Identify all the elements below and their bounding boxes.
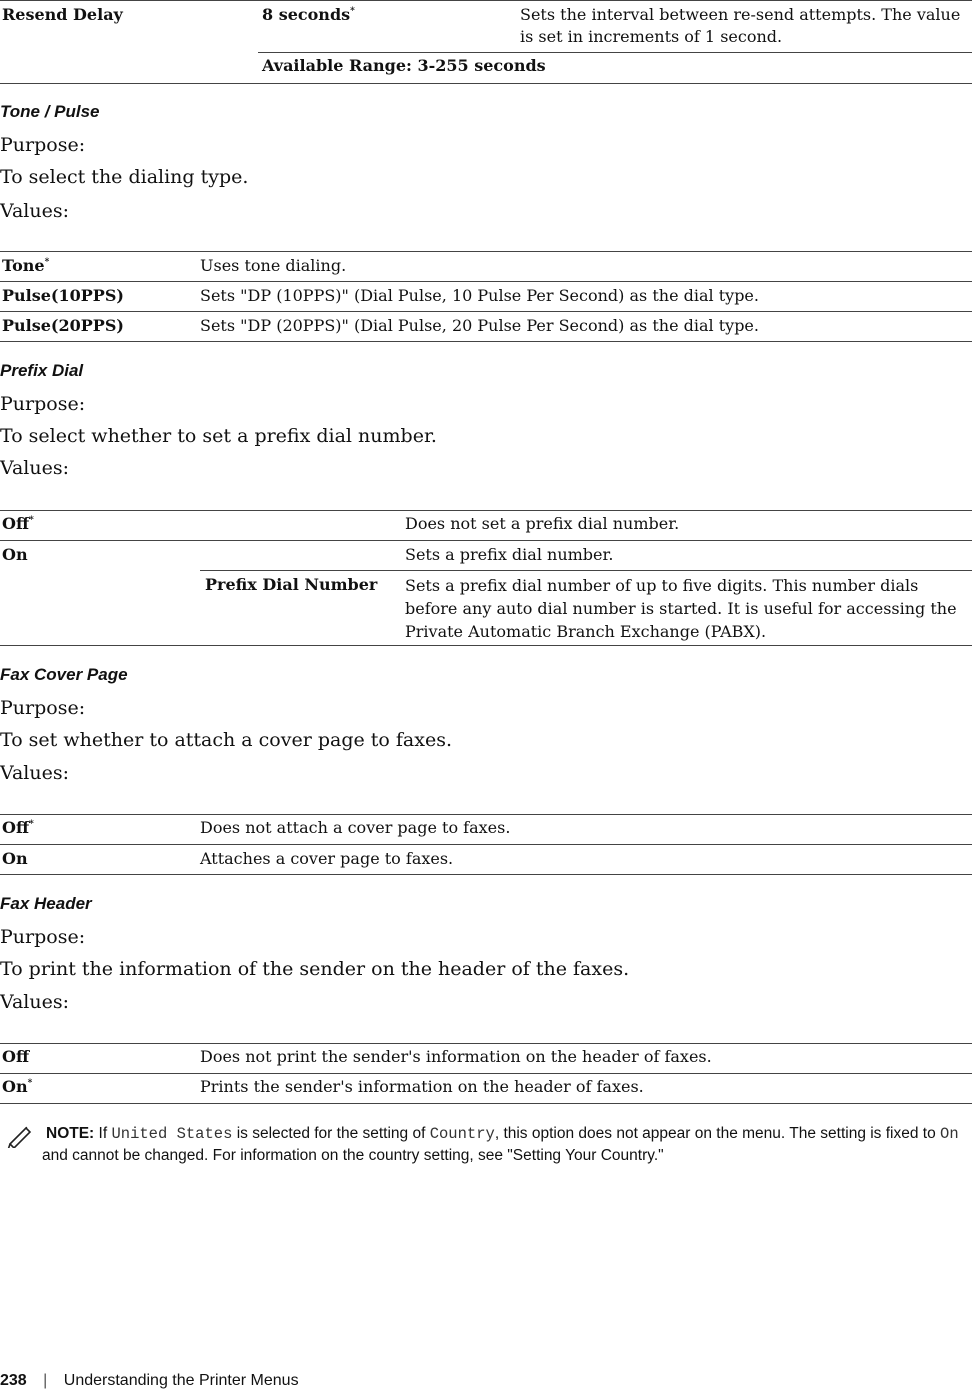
- page-number: 238: [0, 1372, 27, 1389]
- section-title-tone: Tone / Pulse: [0, 102, 100, 121]
- table-row-name: On: [2, 849, 28, 868]
- table-row-desc: Prints the sender's information on the header of faxes.: [200, 1077, 644, 1096]
- table-row-name: On: [2, 545, 28, 564]
- table-rule: [0, 510, 972, 511]
- table-rule: [0, 844, 972, 845]
- purpose-label: Purpose:: [0, 697, 86, 719]
- table-row-desc: Attaches a cover page to faxes.: [200, 849, 454, 868]
- values-label: Values:: [0, 200, 70, 222]
- values-label: Values:: [0, 991, 70, 1013]
- section-title-cover: Fax Cover Page: [0, 665, 128, 684]
- resend-value: 8 seconds*: [262, 5, 355, 24]
- table-row-desc: Does not attach a cover page to faxes.: [200, 818, 511, 837]
- purpose-text: To print the information of the sender on the header of the faxes.: [0, 958, 630, 980]
- table-row-desc: Sets "DP (20PPS)" (Dial Pulse, 20 Pulse Per Second) as the dial type.: [200, 316, 759, 335]
- pencil-note-icon: [6, 1124, 34, 1148]
- note-text: NOTE: If United States is selected for the setting of Country, this option does not appear on the menu. The setting is fixed to On and cannot be changed. For information on the country setting, see "Setting Your Country.": [42, 1125, 959, 1164]
- code-united-states: United States: [111, 1125, 233, 1143]
- table-rule: [0, 281, 972, 282]
- table-bottom-rule: [0, 83, 972, 84]
- resend-range: Available Range: 3-255 seconds: [262, 56, 546, 75]
- code-country: Country: [429, 1125, 495, 1143]
- resend-name: Resend Delay: [2, 5, 123, 24]
- purpose-label: Purpose:: [0, 926, 86, 948]
- note-label: NOTE:: [46, 1125, 95, 1142]
- purpose-text: To select whether to set a prefix dial number.: [0, 425, 437, 447]
- code-on: On: [940, 1125, 959, 1143]
- table-row-name: Off: [2, 1047, 30, 1066]
- table-row-desc: Sets a prefix dial number of up to five digits. This number dials before any auto dial number is started. It is useful for accessing the Private Automatic Branch Exchange (PABX).: [405, 576, 957, 641]
- table-rule: [0, 645, 972, 646]
- purpose-text: To set whether to attach a cover page to faxes.: [0, 729, 452, 751]
- table-rule: [0, 1043, 972, 1044]
- chapter-title: Understanding the Printer Menus: [63, 1372, 299, 1389]
- table-top-rule: [0, 0, 972, 1]
- table-row-subname: Prefix Dial Number: [205, 575, 378, 594]
- table-rule: [0, 874, 972, 875]
- table-rule: [0, 341, 972, 342]
- table-rule: [0, 311, 972, 312]
- table-row-name: Off*: [2, 514, 34, 533]
- inner-rule: [200, 570, 972, 571]
- table-row-desc: Sets a prefix dial number.: [405, 545, 614, 564]
- resend-desc: Sets the interval between re-send attempts. The value is set in increments of 1 second.: [520, 5, 961, 46]
- table-row-desc: Does not set a prefix dial number.: [405, 514, 680, 533]
- inner-rule: [258, 52, 972, 53]
- table-row-name: Pulse(20PPS): [2, 316, 124, 335]
- purpose-text: To select the dialing type.: [0, 166, 249, 188]
- table-rule: [0, 540, 972, 541]
- purpose-label: Purpose:: [0, 134, 86, 156]
- table-rule: [0, 814, 972, 815]
- table-row-desc: Uses tone dialing.: [200, 256, 347, 275]
- table-row-name: Off*: [2, 818, 34, 837]
- section-title-prefix: Prefix Dial: [0, 361, 84, 380]
- table-row-desc: Sets "DP (10PPS)" (Dial Pulse, 10 Pulse Per Second) as the dial type.: [200, 286, 759, 305]
- values-label: Values:: [0, 762, 70, 784]
- table-row-name: Pulse(10PPS): [2, 286, 124, 305]
- values-label: Values:: [0, 457, 70, 479]
- footer-separator: |: [43, 1372, 48, 1389]
- table-rule: [0, 1073, 972, 1074]
- table-rule: [0, 1103, 972, 1104]
- table-row-name: Tone*: [2, 256, 50, 275]
- purpose-label: Purpose:: [0, 393, 86, 415]
- table-row-name: On*: [2, 1077, 33, 1096]
- table-rule: [0, 251, 972, 252]
- section-title-header: Fax Header: [0, 894, 92, 913]
- page-footer: [0, 1372, 299, 1390]
- table-row-desc: Does not print the sender's information on the header of faxes.: [200, 1047, 712, 1066]
